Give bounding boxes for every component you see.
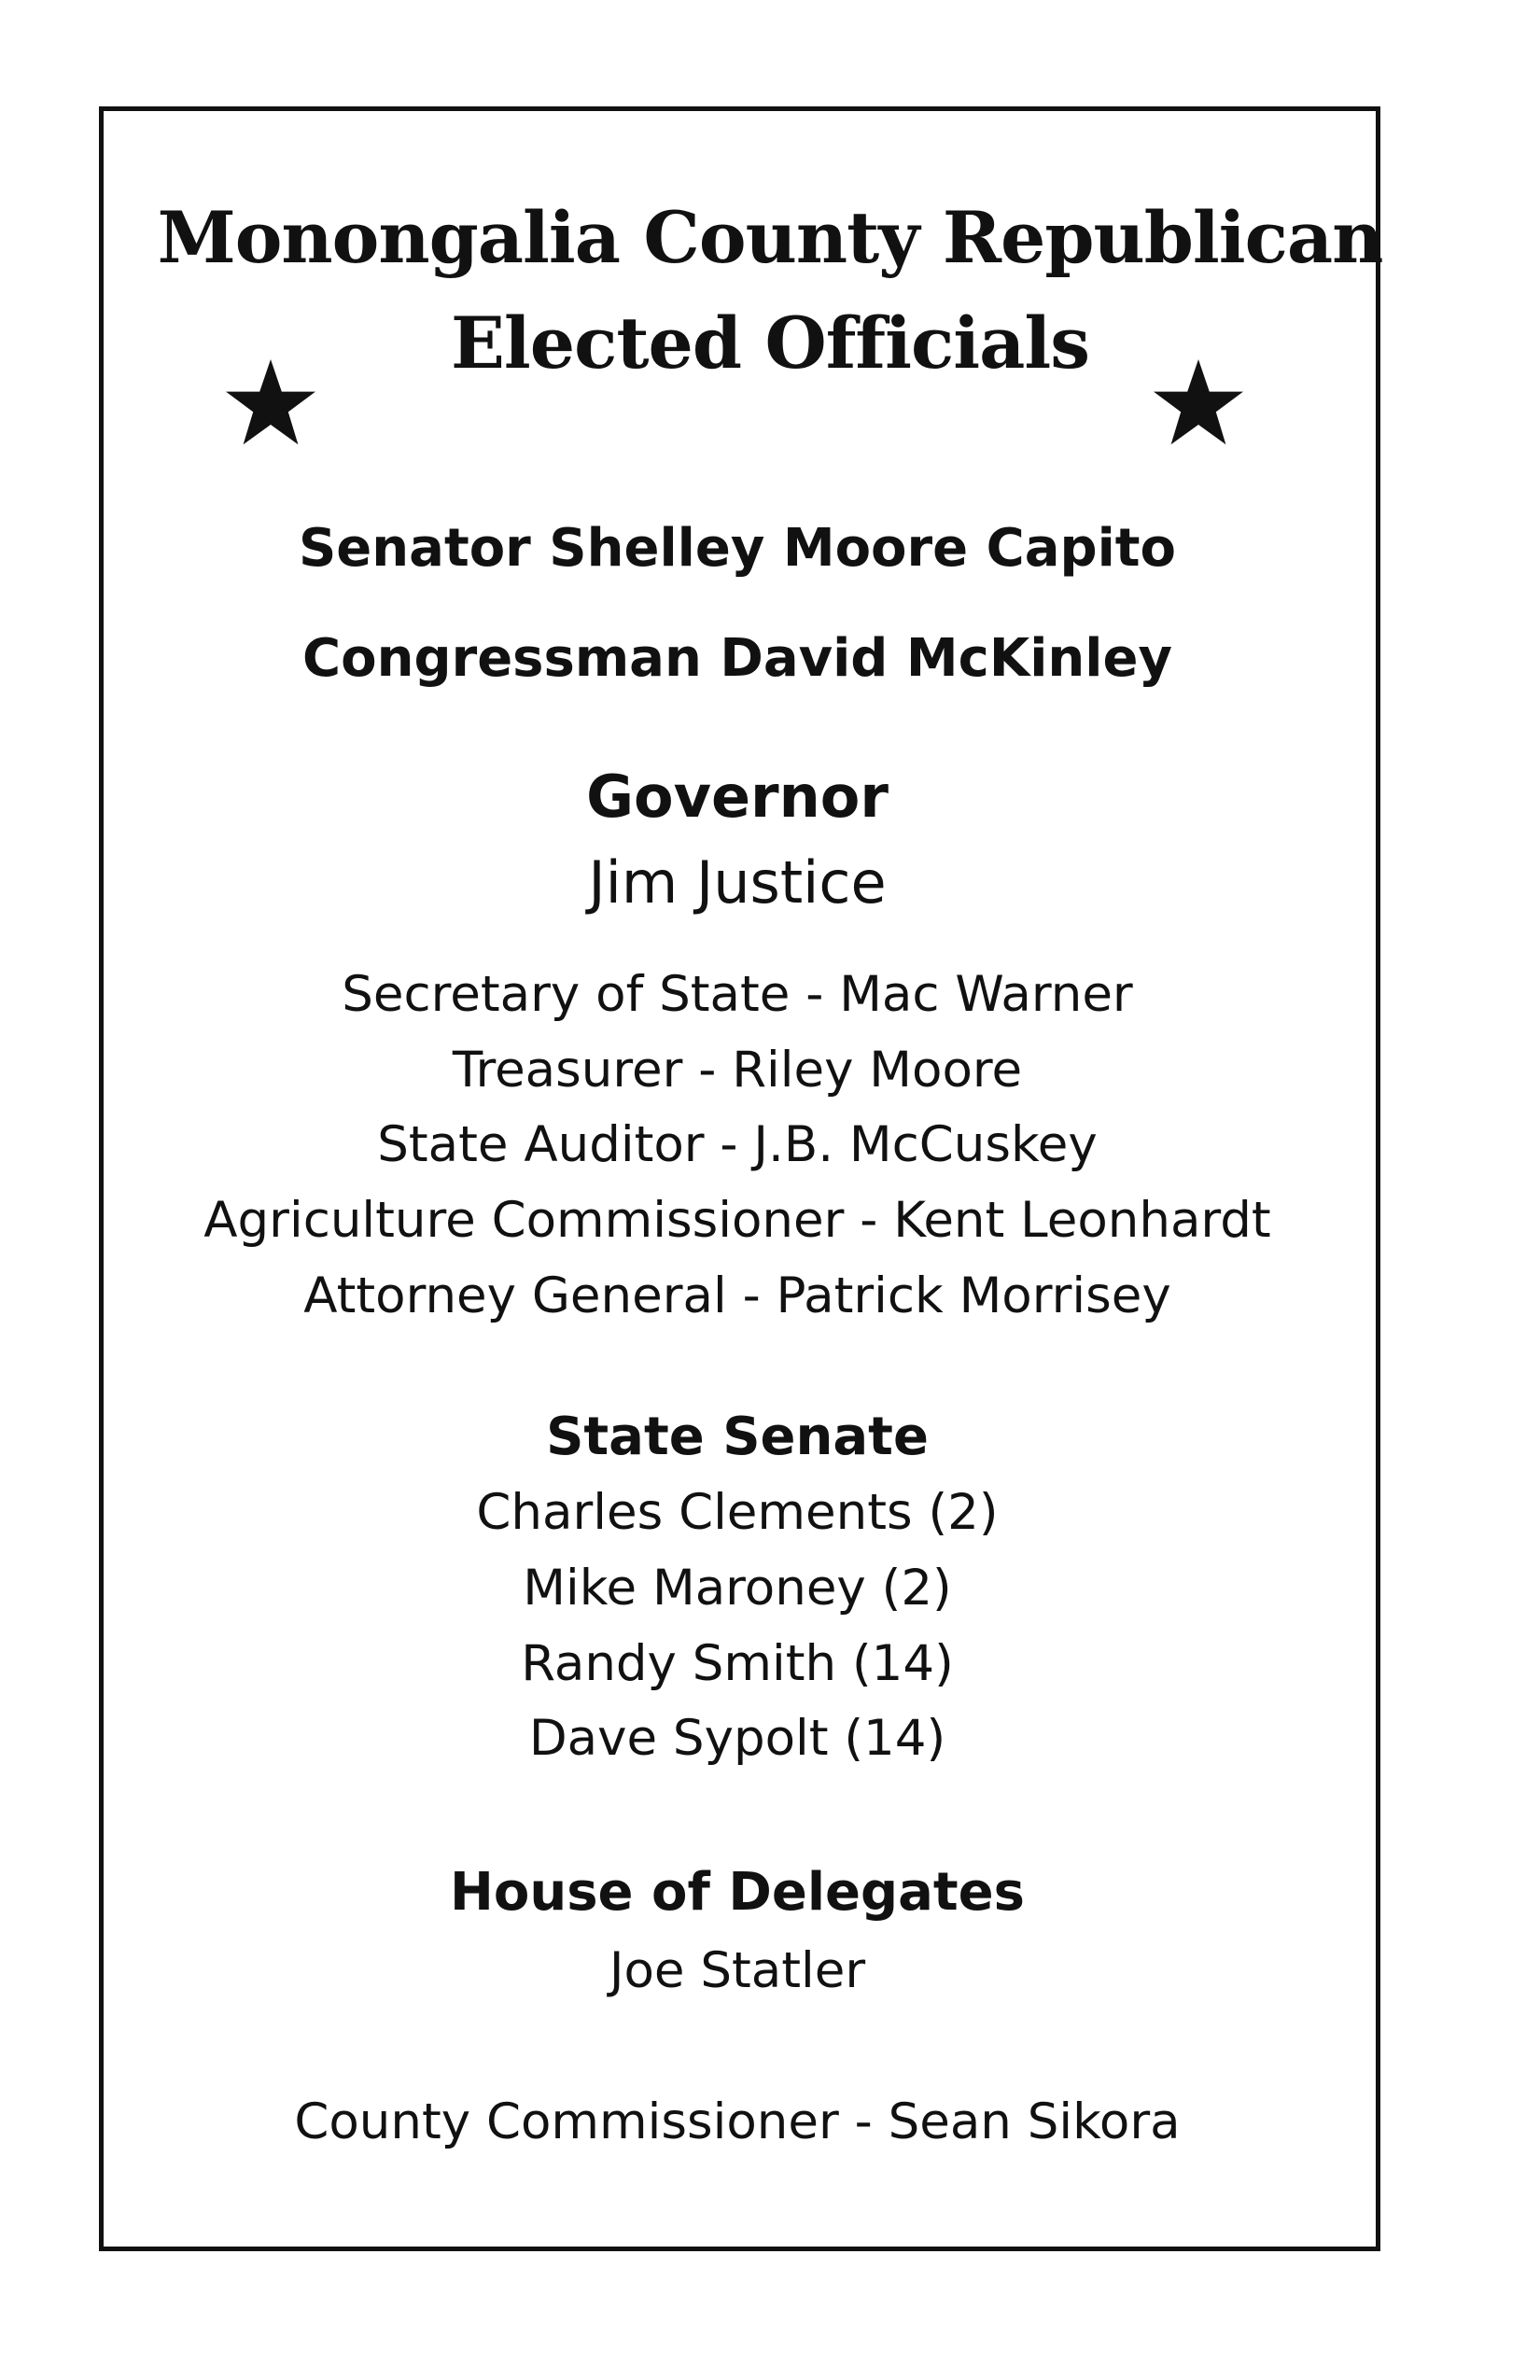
state-senate-member: Randy Smith (14) — [521, 1635, 954, 1692]
star-icon — [224, 357, 317, 451]
state-senate-member: Dave Sypolt (14) — [528, 1710, 946, 1767]
governor-name: Jim Justice — [588, 848, 887, 917]
county-commissioner-line: County Commissioner - Sean Sikora — [294, 2093, 1181, 2150]
state-senate-heading: State Senate — [546, 1407, 929, 1467]
state-senate-member: Charles Clements (2) — [476, 1484, 999, 1541]
state-officer-item: State Auditor - J.B. McCuskey — [377, 1116, 1098, 1173]
senator-line: Senator Shelley Moore Capito — [298, 518, 1177, 579]
title-line-2: Elected Officials — [451, 301, 1089, 385]
house-member: Joe Statler — [609, 1942, 866, 1999]
title-line-1: Monongalia County Republican — [157, 196, 1383, 279]
state-officer-item: Secretary of State - Mac Warner — [342, 966, 1133, 1023]
state-officer-item: Attorney General - Patrick Morrisey — [303, 1267, 1171, 1324]
state-officer-item: Treasurer - Riley Moore — [452, 1042, 1023, 1099]
governor-heading: Governor — [586, 763, 889, 831]
house-heading: House of Delegates — [450, 1862, 1025, 1923]
state-senate-member: Mike Maroney (2) — [523, 1560, 952, 1617]
state-officer-item: Agriculture Commissioner - Kent Leonhardt — [203, 1192, 1271, 1249]
star-icon — [1152, 357, 1245, 451]
congressman-line: Congressman David McKinley — [302, 628, 1172, 689]
